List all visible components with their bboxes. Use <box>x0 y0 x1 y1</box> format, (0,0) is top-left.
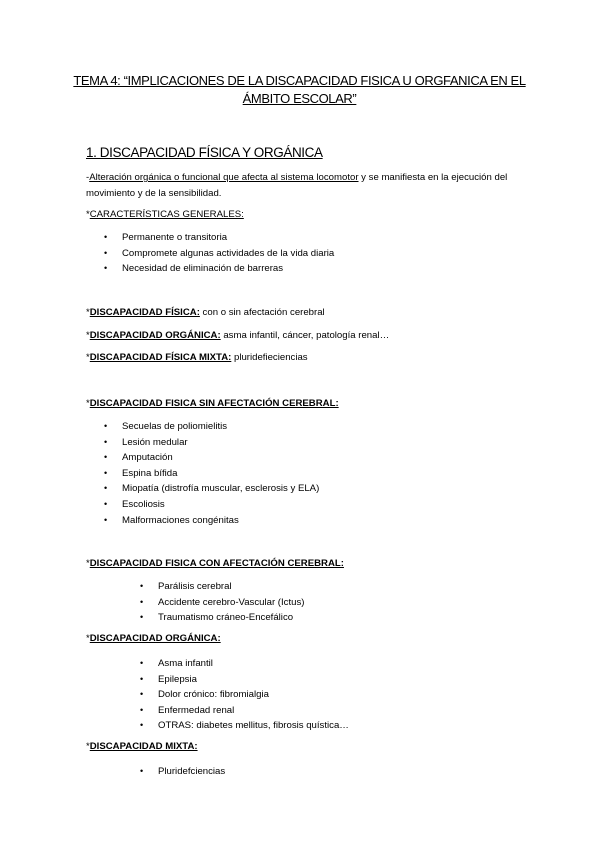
star-marker: * <box>86 330 90 341</box>
star-marker: * <box>86 209 90 220</box>
list-item-text: Enfermedad renal <box>158 704 235 716</box>
star-marker: * <box>86 741 90 752</box>
star-marker: * <box>86 307 90 318</box>
bullet-icon: • <box>140 704 144 715</box>
definition-mixta <box>86 352 308 363</box>
list-item <box>140 703 349 719</box>
bullet-icon: • <box>140 596 144 607</box>
organica-heading-text: DISCAPACIDAD ORGÁNICA: <box>89 633 221 644</box>
list-item-text: Malformaciones congénitas <box>122 514 239 526</box>
list-item <box>104 246 335 262</box>
list-item <box>104 419 319 435</box>
mixta-list <box>140 764 226 780</box>
list-item-text: Miopatía (distrofía muscular, esclerosis y ELA) <box>122 483 320 495</box>
definition-text: pluridefieciencias <box>231 352 308 363</box>
bullet-icon: • <box>104 514 108 525</box>
bullet-icon: • <box>104 483 108 494</box>
definition-term: DISCAPACIDAD ORGÁNICA: <box>89 330 221 341</box>
list-item-text: Secuelas de poliomielitis <box>122 421 228 432</box>
bullet-icon: • <box>104 232 108 242</box>
bullet-icon: • <box>140 673 144 684</box>
definition-term: DISCAPACIDAD FÍSICA MIXTA: <box>89 352 232 363</box>
list-item <box>140 687 349 703</box>
star-marker: * <box>86 398 90 409</box>
definition-organica <box>86 330 389 341</box>
list-item <box>104 497 319 513</box>
sin-afectacion-heading <box>86 398 339 409</box>
intro-prefix: - <box>86 172 90 183</box>
list-item <box>104 450 319 466</box>
document-title <box>60 72 539 108</box>
bullet-icon: • <box>104 467 108 478</box>
bullet-icon: • <box>104 498 108 509</box>
bullet-icon: • <box>104 263 108 274</box>
caracteristicas-heading-text: CARACTERÍSTICAS GENERALES: <box>89 209 244 220</box>
list-item <box>140 672 349 688</box>
con-afectacion-list <box>140 579 305 626</box>
star-marker: * <box>86 633 90 644</box>
list-item-text: Pluridefciencias <box>158 766 226 777</box>
bullet-icon: • <box>104 247 108 258</box>
list-item <box>104 261 334 277</box>
caracteristicas-list <box>104 230 335 277</box>
list-item <box>104 230 334 246</box>
sin-afectacion-list <box>104 419 320 528</box>
con-afectacion-heading <box>86 558 344 569</box>
list-item <box>140 610 304 626</box>
list-item <box>140 656 349 672</box>
bullet-icon: • <box>140 720 144 731</box>
intro-rest-text: y se manifiesta en la ejecución del movimiento y de la sensibilidad. <box>86 172 508 199</box>
mixta-heading-text: DISCAPACIDAD MIXTA: <box>89 741 198 752</box>
definition-text: asma infantil, cáncer, patología renal… <box>220 330 390 341</box>
title-line-1: TEMA 4: “IMPLICACIONES DE LA DISCAPACIDAD FISICA U ORGFANICA EN EL <box>73 73 526 88</box>
intro-underlined-text: Alteración orgánica o funcional que afecta al sistema locomotor <box>89 172 359 183</box>
bullet-icon: • <box>140 689 144 700</box>
list-item-text: Epilepsia <box>158 673 197 685</box>
organica-heading <box>86 633 221 644</box>
con-afectacion-heading-text: DISCAPACIDAD FISICA CON AFECTACIÓN CEREBRAL: <box>89 558 344 569</box>
star-marker: * <box>86 558 90 569</box>
definition-fisica <box>86 307 325 318</box>
mixta-heading <box>86 741 198 752</box>
organica-list <box>140 656 349 734</box>
list-item-text: Asma infantil <box>158 658 213 669</box>
list-item <box>140 718 349 734</box>
bullet-icon: • <box>140 766 144 776</box>
title-line-2: ÁMBITO ESCOLAR” <box>242 91 357 106</box>
list-item <box>104 513 319 529</box>
list-item <box>140 764 226 780</box>
bullet-icon: • <box>104 436 108 447</box>
list-item-text: Permanente o transitoria <box>122 232 228 243</box>
list-item-text: Parálisis cerebral <box>158 581 232 592</box>
definition-text: con o sin afectación cerebral <box>199 307 325 318</box>
list-item-text: Escoliosis <box>122 498 165 510</box>
list-item-text: Accidente cerebro-Vascular (Ictus) <box>158 596 305 608</box>
list-item-text: Compromete algunas actividades de la vida diaria <box>122 247 335 259</box>
list-item-text: Necesidad de eliminación de barreras <box>122 263 284 275</box>
list-item-text: OTRAS: diabetes mellitus, fibrosis quística… <box>158 720 349 732</box>
list-item-text: Espina bífida <box>122 467 178 479</box>
bullet-icon: • <box>104 452 108 463</box>
section-heading: 1. DISCAPACIDAD FÍSICA Y ORGÁNICA <box>86 145 323 160</box>
sin-afectacion-heading-text: DISCAPACIDAD FISICA SIN AFECTACIÓN CEREBRAL: <box>89 398 339 409</box>
bullet-icon: • <box>140 581 144 591</box>
list-item-text: Lesión medular <box>122 436 188 448</box>
intro-paragraph <box>86 170 526 202</box>
star-marker: * <box>86 352 90 363</box>
caracteristicas-heading <box>86 209 244 220</box>
list-item <box>104 466 319 482</box>
bullet-icon: • <box>140 612 144 623</box>
list-item <box>104 435 319 451</box>
bullet-icon: • <box>104 421 108 431</box>
list-item-text: Dolor crónico: fibromialgia <box>158 689 269 701</box>
definition-term: DISCAPACIDAD FÍSICA: <box>89 307 200 318</box>
list-item <box>140 579 304 595</box>
list-item-text: Traumatismo cráneo-Encefálico <box>158 612 294 624</box>
list-item <box>104 481 320 497</box>
list-item <box>140 595 305 611</box>
list-item-text: Amputación <box>122 452 173 464</box>
bullet-icon: • <box>140 658 144 668</box>
